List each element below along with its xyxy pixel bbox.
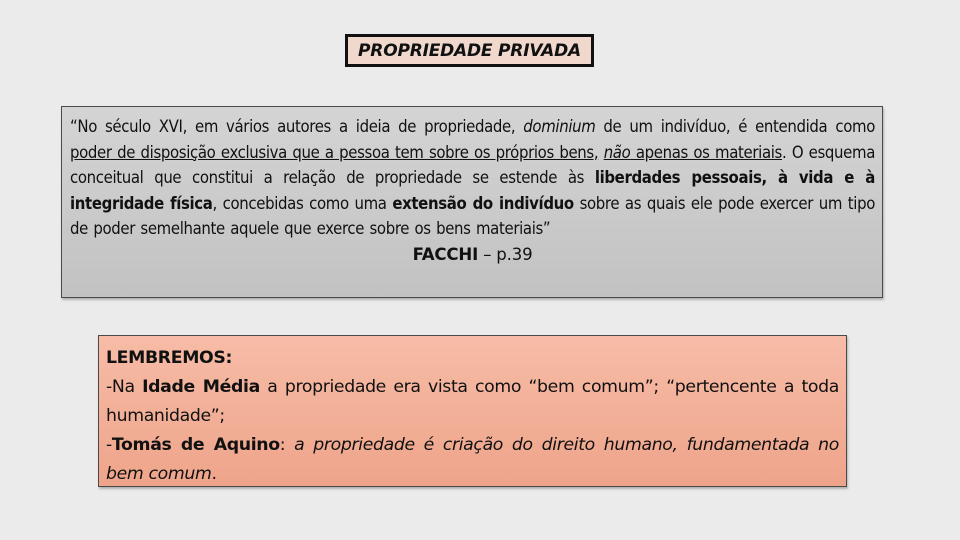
remember-text	[106, 344, 839, 489]
remember-item-2-prefix: -	[106, 435, 112, 455]
quote-part-1: “No século XVI, em vários autores a ideia de propriedade,	[70, 117, 524, 136]
remember-item-1-text: a propriedade era vista como “bem comum”; “pertencente a toda humanidade”;	[106, 377, 839, 426]
quote-part-5: sobre as quais ele pode exercer um tipo de poder semelhante aquele que exerce sobre os bens materiais”	[70, 193, 875, 239]
remember-item-1-bold: Idade Média	[142, 377, 260, 397]
remember-item-1-prefix: -Na	[106, 377, 143, 397]
quote-underline-2: apenas os materiais	[630, 142, 782, 162]
quote-part-3: . O esquema conceitual que constitui a relação de propriedade se estende às	[70, 142, 876, 188]
remember-item-tomas-de-aquino	[106, 431, 839, 489]
quote-part-2: de um indivíduo, é entendida como	[595, 117, 875, 136]
quote-term-nao: não	[603, 142, 631, 162]
slide-title-box	[345, 34, 594, 67]
quote-part-4: , concebidas como uma	[212, 193, 393, 213]
remember-item-2-bold: Tomás de Aquino	[111, 435, 280, 455]
remember-item-2-end: .	[211, 464, 217, 484]
slide-title: PROPRIEDADE PRIVADA	[358, 40, 581, 61]
quote-box	[61, 106, 883, 298]
remember-item-idade-media	[106, 373, 839, 431]
remember-heading: LEMBREMOS:	[106, 348, 233, 368]
remember-item-2-italic: a propriedade é criação do direito humano, fundamentada no bem comum	[106, 435, 839, 484]
quote-page: – p.39	[478, 244, 533, 264]
quote-text	[70, 114, 875, 242]
quote-underline-nao	[604, 143, 782, 162]
quote-author: FACCHI	[412, 244, 479, 264]
quote-bold-2: extensão do indivíduo	[392, 193, 574, 213]
quote-citation	[70, 242, 875, 267]
quote-underline-1: poder de disposição exclusiva que a pessoa tem sobre os próprios bens,	[70, 142, 599, 162]
quote-bold-1: liberdades pessoais, à vida e à integridade física	[70, 168, 875, 213]
remember-box	[98, 335, 847, 487]
remember-item-2-colon: :	[279, 435, 286, 455]
quote-term-dominium: dominium	[523, 117, 596, 136]
